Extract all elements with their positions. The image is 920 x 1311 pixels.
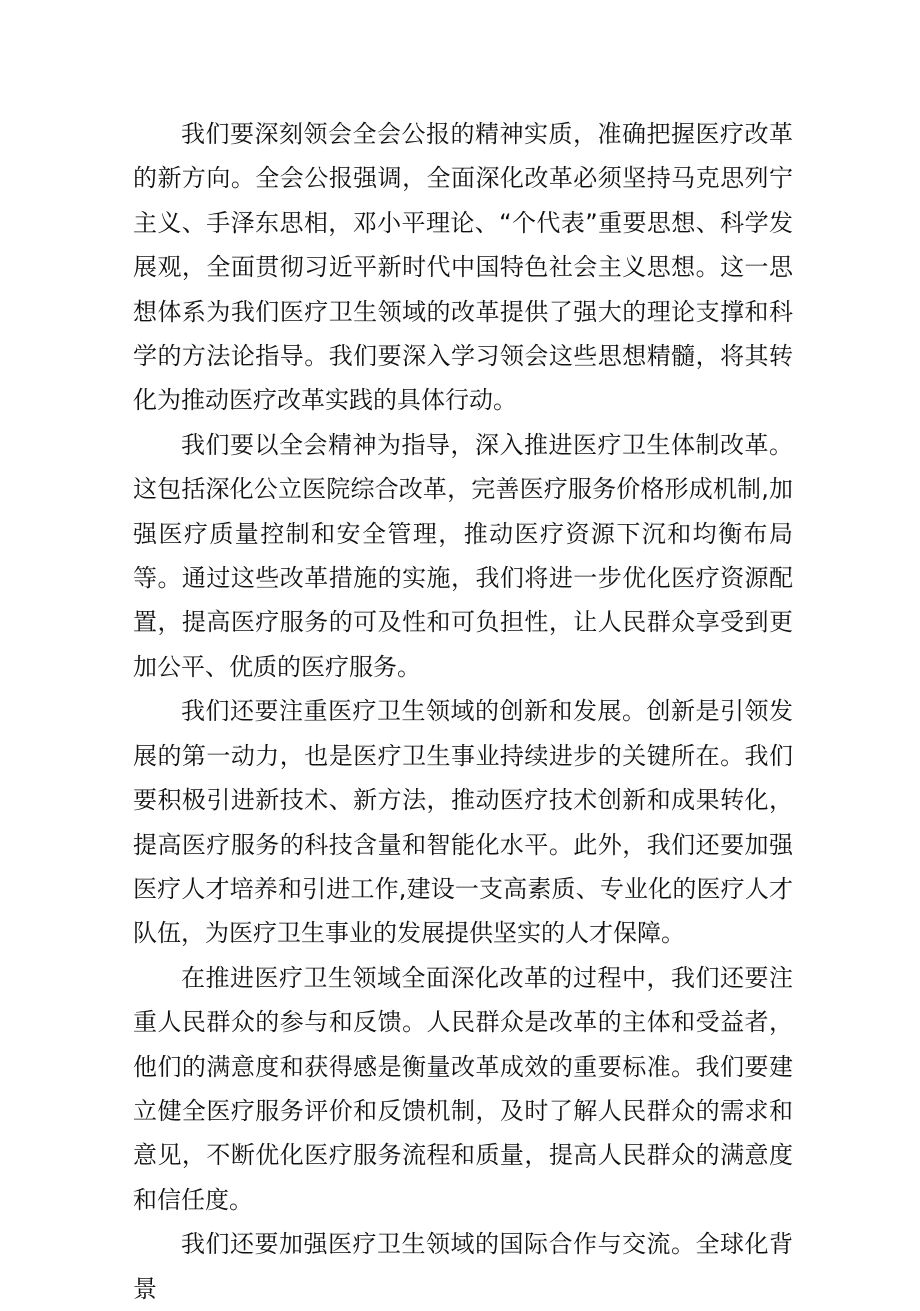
paragraph-2: 我们要以全会精神为指导，深入推进医疗卫生体制改革。这包括深化公立医院综合改革，完善医疗服务价格形成机制,加强医疗质量控制和安全管理，推动医疗资源下沉和均衡布局等。通过这些改革措施的实施，我们将进一步优化医疗资源配置，提高医疗服务的可及性和可负担性，让人民群众享受到更加公平、优质的医疗服务。 bbox=[133, 430, 793, 681]
paragraph-3: 我们还要注重医疗卫生领域的创新和发展。创新是引领发展的第一动力，也是医疗卫生事业持续进步的关键所在。我们要积极引进新技术、新方法，推动医疗技术创新和成果转化，提高医疗服务的科技含量和智能化水平。此外，我们还要加强医疗人才培养和引进工作,建设一支高素质、专业化的医疗人才队伍，为医疗卫生事业的发展提供坚实的人才保障。 bbox=[133, 697, 793, 948]
paragraph-5: 我们还要加强医疗卫生领域的国际合作与交流。全球化背景 bbox=[133, 1230, 793, 1303]
paragraph-4: 在推进医疗卫生领域全面深化改革的过程中，我们还要注重人民群众的参与和反馈。人民群众是改革的主体和受益者，他们的满意度和获得感是衡量改革成效的重要标准。我们要建立健全医疗服务评价和反馈机制，及时了解人民群众的需求和意见，不断优化医疗服务流程和质量，提高人民群众的满意度和信任度。 bbox=[133, 963, 793, 1214]
paragraph-1: 我们要深刻领会全会公报的精神实质，准确把握医疗改革的新方向。全会公报强调，全面深化改革必须坚持马克思列宁主义、手泽东思相，邓小平理论、“个代表”重要思想、科学发展观，全面贯彻习近平新时代中国特色社会主义思想。这一思想体系为我们医疗卫生领域的改革提供了强大的理论支撑和科学的方法论指导。我们要深入学习领会这些思想精髓，将其转化为推动医疗改革实践的具体行动。 bbox=[133, 120, 793, 415]
document-body bbox=[133, 112, 793, 1311]
